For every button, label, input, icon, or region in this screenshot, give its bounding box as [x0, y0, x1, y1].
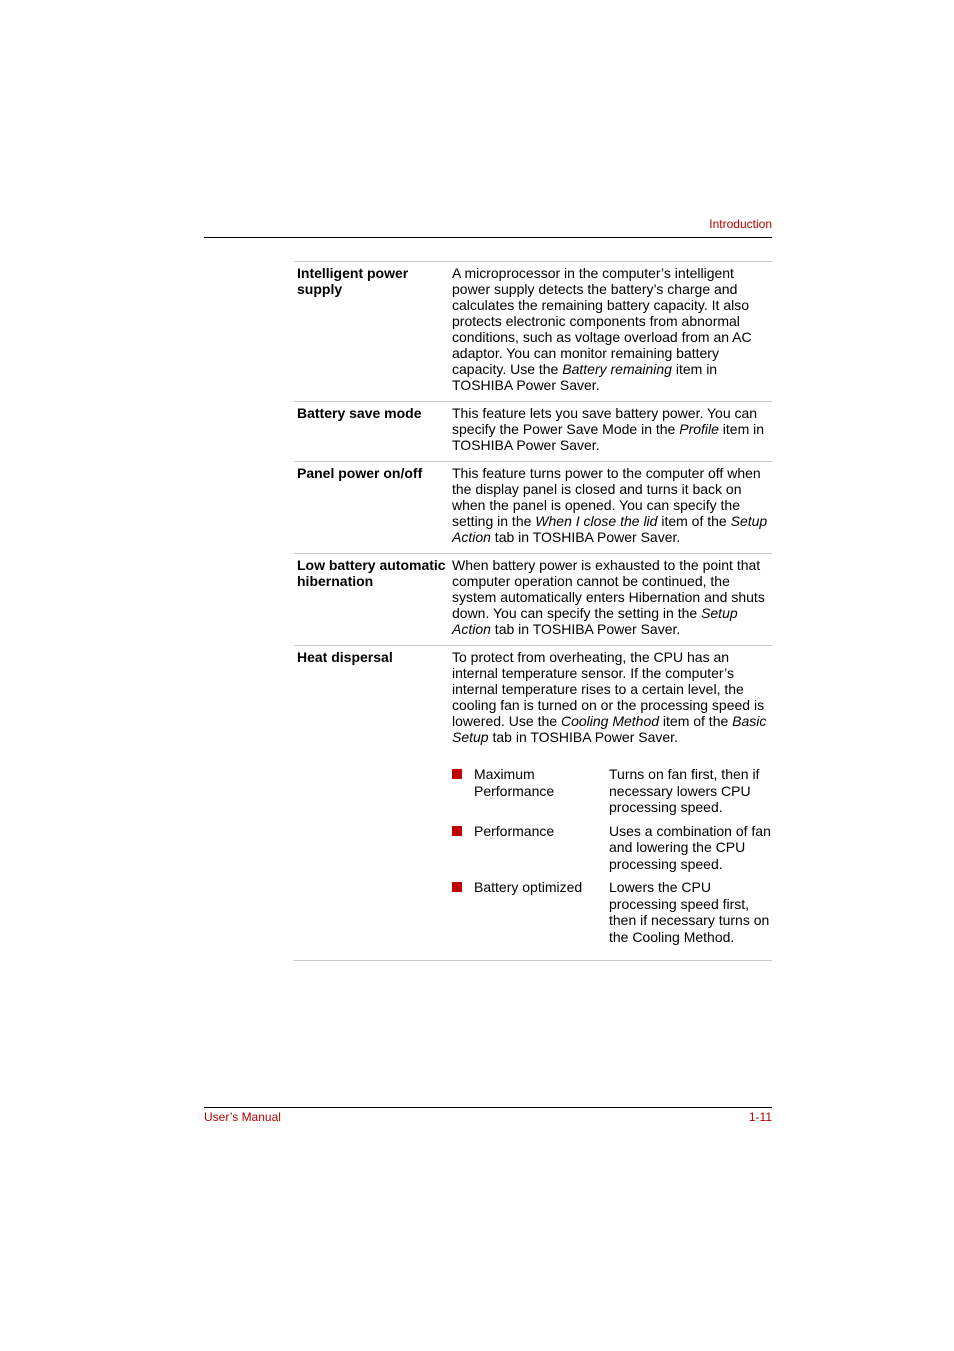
feature-table	[294, 261, 772, 961]
square-bullet-icon	[452, 769, 462, 779]
row-title: Battery save mode	[297, 405, 422, 421]
cooling-method-list	[452, 766, 772, 945]
list-item	[452, 766, 772, 816]
table-row	[294, 262, 772, 402]
option-description: Turns on fan first, then if necessary lowers CPU processing speed.	[609, 766, 760, 815]
footer-rule	[204, 1107, 772, 1108]
table-row	[294, 402, 772, 462]
option-label: Performance	[474, 822, 555, 839]
option-description: Uses a combination of fan and lowering the CPU processing speed.	[609, 822, 771, 872]
row-title: Heat dispersal	[297, 649, 393, 665]
table-row	[294, 646, 772, 961]
table-row	[294, 554, 772, 646]
option-label: Maximum Performance	[474, 766, 555, 799]
header-rule	[204, 237, 772, 238]
table-row	[294, 462, 772, 554]
square-bullet-icon	[452, 882, 462, 892]
row-description: This feature turns power to the computer off when the display panel is closed and turns it back on when the panel is opened. You can specify the setting in the When I close the lid item of the Setup Action tab in TOSHIBA Power Saver.	[452, 465, 768, 545]
square-bullet-icon	[452, 826, 462, 836]
page-number: 1-11	[748, 1110, 772, 1124]
option-description: Lowers the CPU processing speed first, then if necessary turns on the Cooling Method.	[609, 879, 770, 945]
row-title: Panel power on/off	[297, 465, 423, 481]
row-description: When battery power is exhausted to the point that computer operation cannot be continued, the system automatically enters Hibernation and shuts down. You can specify the setting in the Setup Action tab in TOSHIBA Power Saver.	[452, 557, 765, 637]
list-item	[452, 879, 772, 945]
row-description: A microprocessor in the computer’s intelligent power supply detects the battery’s charge and calculates the remaining battery capacity. It also protects electronic components from abnormal conditions, such as voltage overload from an AC adaptor. You can monitor remaining battery capacity. Use the Battery remaining item in TOSHIBA Power Saver.	[452, 265, 752, 393]
row-description: To protect from overheating, the CPU has an internal temperature sensor. If the computer’s internal temperature rises to a certain level, the cooling fan is turned on or the processing speed is lowered. Use the Cooling Method item of the Basic Setup tab in TOSHIBA Power Saver.	[452, 649, 767, 745]
footer-manual-title: User’s Manual	[204, 1110, 281, 1124]
row-title: Low battery automatic hibernation	[297, 557, 446, 589]
list-item	[452, 823, 772, 873]
option-label: Battery optimized	[474, 879, 583, 895]
running-header: Introduction	[709, 217, 772, 231]
row-description: This feature lets you save battery power. You can specify the Power Save Mode in the Profile item in TOSHIBA Power Saver.	[452, 405, 765, 453]
row-title: Intelligent power supply	[297, 265, 409, 297]
